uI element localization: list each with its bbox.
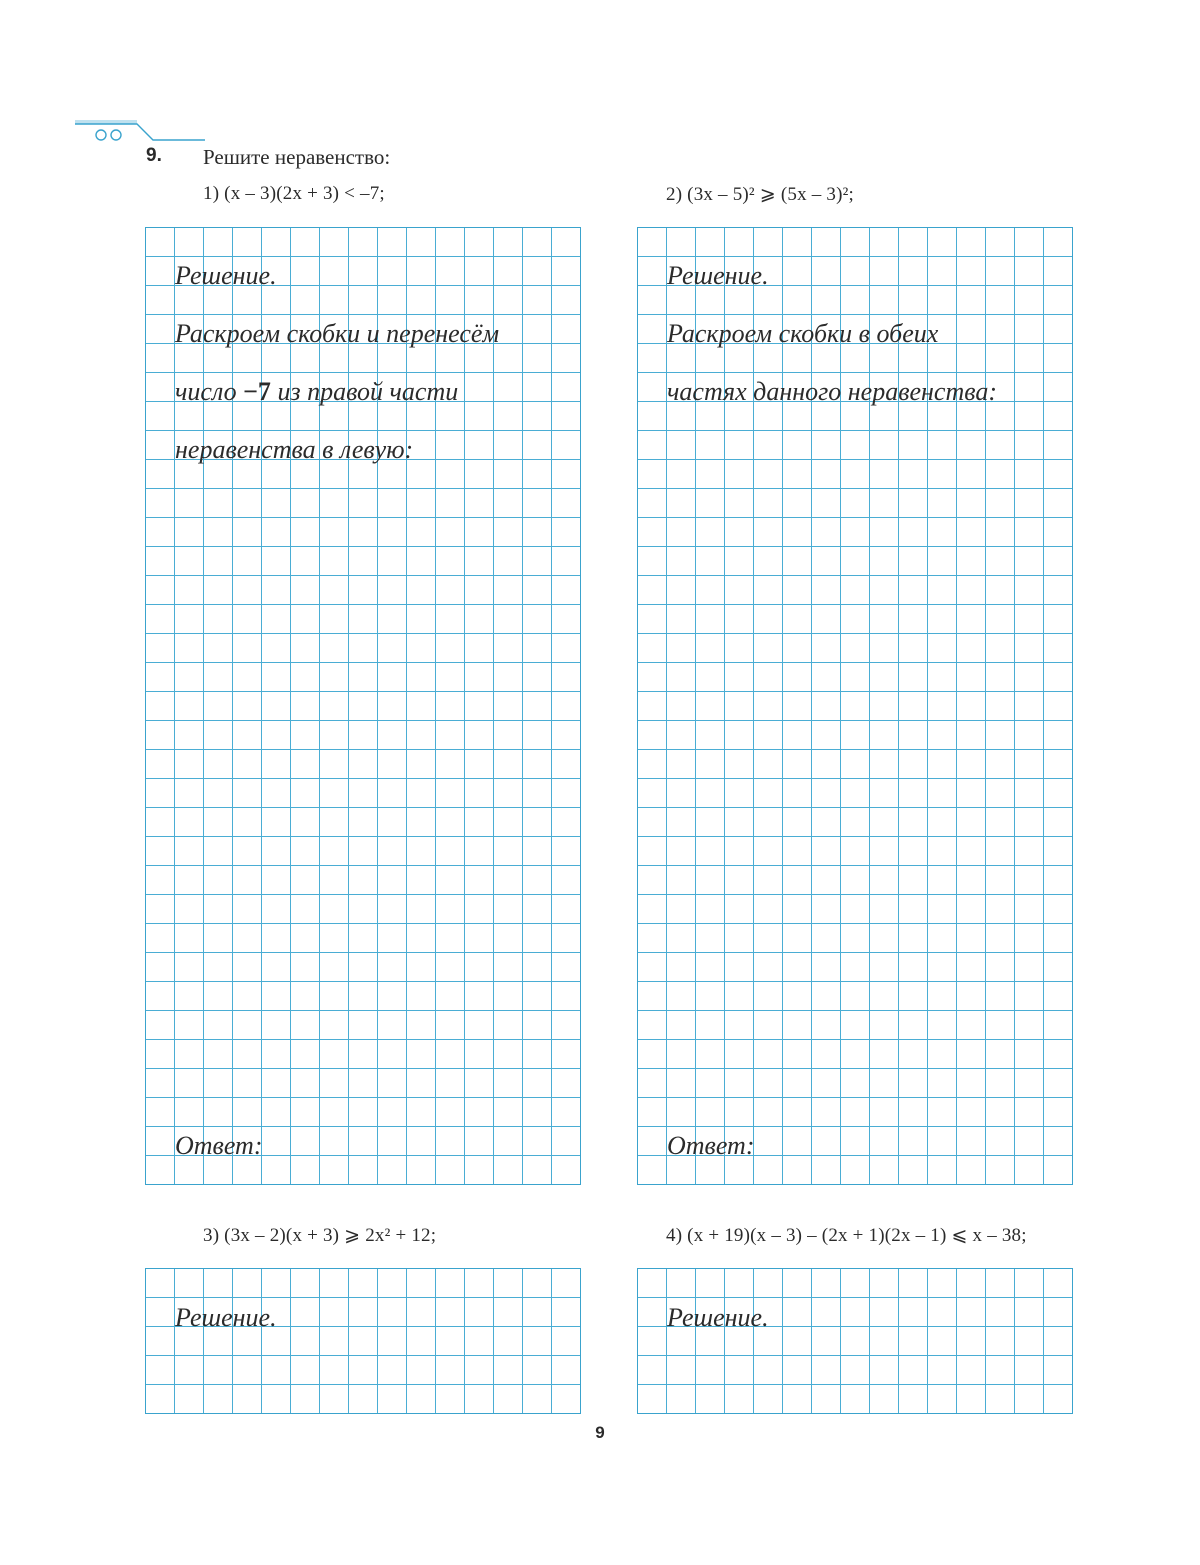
solution-line: неравенства в левую: (175, 435, 414, 464)
answer-grid-4[interactable] (637, 1268, 1073, 1414)
solution-line: Раскроем скобки в обеих (667, 319, 939, 348)
solution-line: Раскроем скобки и перенесём (175, 319, 500, 348)
solution-line (175, 379, 458, 405)
page-number: 9 (595, 1423, 605, 1442)
answer-label: Ответ: (175, 1131, 263, 1160)
header-decoration (75, 118, 205, 144)
solution-label: Решение. (667, 1303, 769, 1332)
solution-label: Решение. (175, 261, 277, 290)
solution-number: −7 (243, 377, 271, 406)
answer-grid-1[interactable] (145, 227, 581, 1185)
answer-grid-3[interactable] (145, 1268, 581, 1414)
task-instruction: Решите неравенство: (203, 145, 391, 169)
problem-2: 2) (3x – 5)² ⩾ (5x – 3)²; (666, 184, 854, 205)
problem-3: 3) (3x – 2)(x + 3) ⩾ 2x² + 12; (203, 1225, 437, 1246)
problem-4: 4) (x + 19)(x – 3) – (2x + 1)(2x – 1) ⩽ x – 38; (666, 1225, 1027, 1246)
answer-grid-2[interactable] (637, 227, 1073, 1185)
task-number: 9. (146, 145, 162, 166)
solution-label: Решение. (667, 261, 769, 290)
solution-label: Решение. (175, 1303, 277, 1332)
solution-text: из правой части (277, 377, 459, 406)
solution-text: число (175, 377, 237, 406)
solution-line: частях данного неравенства: (667, 377, 998, 406)
answer-label: Ответ: (667, 1131, 755, 1160)
problem-1: 1) (x – 3)(2x + 3) < –7; (203, 183, 385, 204)
